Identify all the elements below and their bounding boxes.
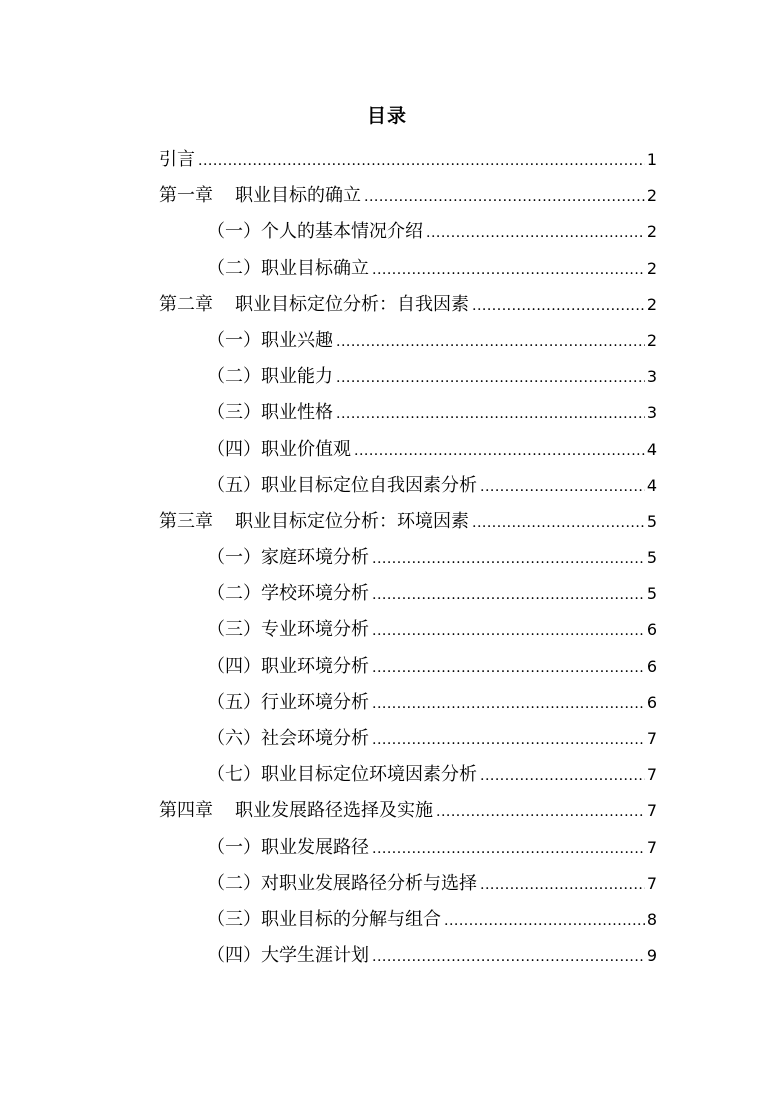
toc-page-number: 6 bbox=[646, 692, 657, 712]
toc-chapter-number: 第三章 bbox=[159, 510, 213, 532]
toc-dot-leader bbox=[372, 831, 645, 867]
toc-section-entry[interactable] bbox=[159, 830, 657, 866]
toc-page-number: 3 bbox=[646, 367, 657, 387]
toc-dot-leader bbox=[354, 433, 645, 469]
toc-dot-leader bbox=[480, 758, 645, 794]
toc-dot-leader bbox=[426, 215, 645, 251]
toc-entry-label bbox=[207, 938, 369, 974]
toc-entry-label bbox=[207, 251, 369, 287]
toc-page-number: 5 bbox=[646, 584, 657, 604]
toc-entry-label bbox=[159, 504, 469, 540]
toc-entry-text: 职业目标定位分析：环境因素 bbox=[235, 510, 469, 532]
toc-section-entry[interactable] bbox=[159, 359, 657, 395]
toc-entry-label bbox=[207, 721, 369, 757]
toc-title: 目录 bbox=[366, 105, 407, 127]
toc-entry-label bbox=[207, 866, 477, 902]
toc-page-number: 1 bbox=[646, 150, 657, 169]
toc-entry-label bbox=[159, 142, 195, 178]
toc-entry-label bbox=[207, 468, 477, 504]
toc-page-number: 9 bbox=[646, 946, 657, 966]
toc-chapter-entry[interactable] bbox=[159, 178, 657, 214]
toc-entry-text: （五）行业环境分析 bbox=[207, 691, 369, 713]
toc-page-number: 2 bbox=[646, 186, 657, 206]
toc-dot-leader bbox=[198, 143, 645, 179]
toc-entry-text: （三）职业目标的分解与组合 bbox=[207, 908, 441, 930]
toc-chapter-entry[interactable] bbox=[159, 287, 657, 323]
toc-entry-text: （一）个人的基本情况介绍 bbox=[207, 221, 423, 243]
toc-section-entry[interactable] bbox=[159, 902, 657, 938]
toc-entry-text: （一）家庭环境分析 bbox=[207, 547, 369, 569]
toc-dot-leader bbox=[372, 252, 645, 288]
toc-page-number: 8 bbox=[646, 909, 657, 929]
toc-entry-text: （三）专业环境分析 bbox=[207, 619, 369, 641]
toc-chapter-entry[interactable] bbox=[159, 142, 657, 178]
toc-page-number: 2 bbox=[646, 222, 657, 242]
toc-entry-label bbox=[207, 576, 369, 612]
toc-entry-text: （二）学校环境分析 bbox=[207, 583, 369, 605]
toc-page-number: 7 bbox=[646, 837, 657, 857]
toc-page-number: 7 bbox=[646, 765, 657, 785]
toc-entry-text: （二）职业目标确立 bbox=[207, 257, 369, 279]
toc-section-entry[interactable] bbox=[159, 214, 657, 250]
toc-dot-leader bbox=[372, 613, 645, 649]
toc-section-entry[interactable] bbox=[159, 251, 657, 287]
toc-entry-label bbox=[159, 793, 433, 829]
toc-entry-text: （七）职业目标定位环境因素分析 bbox=[207, 764, 477, 786]
toc-section-entry[interactable] bbox=[159, 866, 657, 902]
toc-entry-label bbox=[207, 323, 333, 359]
toc-entry-label bbox=[207, 214, 423, 250]
toc-dot-leader bbox=[336, 360, 645, 396]
table-of-contents bbox=[159, 142, 657, 974]
toc-entry-text: （四）大学生涯计划 bbox=[207, 945, 369, 967]
toc-section-entry[interactable] bbox=[159, 938, 657, 974]
toc-dot-leader bbox=[364, 179, 645, 215]
toc-dot-leader bbox=[372, 577, 645, 613]
toc-entry-text: （一）职业发展路径 bbox=[207, 836, 369, 858]
toc-entry-text: （四）职业价值观 bbox=[207, 438, 351, 460]
toc-dot-leader bbox=[336, 396, 645, 432]
toc-page-number: 5 bbox=[646, 511, 657, 531]
toc-section-entry[interactable] bbox=[159, 395, 657, 431]
toc-entry-text: （五）职业目标定位自我因素分析 bbox=[207, 474, 477, 496]
toc-section-entry[interactable] bbox=[159, 576, 657, 612]
toc-dot-leader bbox=[372, 939, 645, 975]
toc-entry-text: （二）职业能力 bbox=[207, 366, 333, 388]
toc-entry-label bbox=[207, 395, 333, 431]
toc-entry-text: （六）社会环境分析 bbox=[207, 728, 369, 749]
toc-page-number: 3 bbox=[646, 403, 657, 423]
toc-entry-text: （二）对职业发展路径分析与选择 bbox=[207, 872, 477, 894]
toc-entry-text: 职业目标的确立 bbox=[235, 185, 361, 207]
toc-page-number: 2 bbox=[646, 258, 657, 278]
toc-section-entry[interactable] bbox=[159, 468, 657, 504]
toc-page-number: 2 bbox=[646, 330, 657, 350]
toc-dot-leader bbox=[480, 469, 645, 505]
toc-section-entry[interactable] bbox=[159, 540, 657, 576]
toc-entry-text: （四）职业环境分析 bbox=[207, 655, 369, 677]
toc-dot-leader bbox=[480, 867, 645, 903]
toc-chapter-number: 第一章 bbox=[159, 185, 213, 207]
toc-entry-label bbox=[207, 649, 369, 685]
toc-dot-leader bbox=[336, 324, 645, 360]
toc-section-entry[interactable] bbox=[159, 612, 657, 648]
toc-entry-label bbox=[207, 685, 369, 721]
toc-entry-label bbox=[207, 540, 369, 576]
toc-entry-label bbox=[159, 178, 361, 214]
toc-entry-label bbox=[207, 902, 441, 938]
toc-chapter-number: 第四章 bbox=[159, 800, 213, 822]
toc-page-number: 7 bbox=[646, 729, 657, 748]
toc-entry-text: 引言 bbox=[159, 149, 195, 170]
toc-entry-label bbox=[207, 432, 351, 468]
toc-section-entry[interactable] bbox=[159, 757, 657, 793]
toc-entry-label bbox=[207, 359, 333, 395]
toc-chapter-entry[interactable] bbox=[159, 793, 657, 829]
toc-entry-text: （一）职业兴趣 bbox=[207, 329, 333, 351]
toc-dot-leader bbox=[372, 686, 645, 722]
toc-dot-leader bbox=[472, 288, 645, 324]
toc-chapter-number: 第二章 bbox=[159, 293, 213, 315]
toc-dot-leader bbox=[372, 650, 645, 686]
toc-entry-text: 职业目标定位分析：自我因素 bbox=[235, 293, 469, 315]
toc-entry-text: （三）职业性格 bbox=[207, 402, 333, 424]
toc-dot-leader bbox=[444, 903, 645, 939]
toc-section-entry[interactable] bbox=[159, 685, 657, 721]
toc-page-number: 4 bbox=[646, 439, 657, 459]
toc-dot-leader bbox=[436, 794, 645, 830]
toc-entry-label bbox=[207, 612, 369, 648]
toc-entry-label bbox=[207, 830, 369, 866]
toc-section-entry[interactable] bbox=[159, 432, 657, 468]
toc-page-number: 5 bbox=[646, 548, 657, 568]
toc-dot-leader bbox=[372, 722, 645, 758]
toc-entry-text: 职业发展路径选择及实施 bbox=[235, 800, 433, 822]
toc-entry-label bbox=[159, 287, 469, 323]
toc-dot-leader bbox=[372, 541, 645, 577]
toc-page-number: 7 bbox=[646, 873, 657, 893]
toc-section-entry[interactable] bbox=[159, 323, 657, 359]
toc-page-number: 4 bbox=[646, 475, 657, 495]
toc-section-entry[interactable] bbox=[159, 649, 657, 685]
toc-page-number: 6 bbox=[646, 620, 657, 640]
toc-page-number: 7 bbox=[646, 801, 657, 821]
toc-entry-label bbox=[207, 757, 477, 793]
toc-page-number: 2 bbox=[646, 294, 657, 314]
toc-dot-leader bbox=[472, 505, 645, 541]
toc-page-number: 6 bbox=[646, 656, 657, 676]
toc-section-entry[interactable] bbox=[159, 721, 657, 757]
toc-chapter-entry[interactable] bbox=[159, 504, 657, 540]
